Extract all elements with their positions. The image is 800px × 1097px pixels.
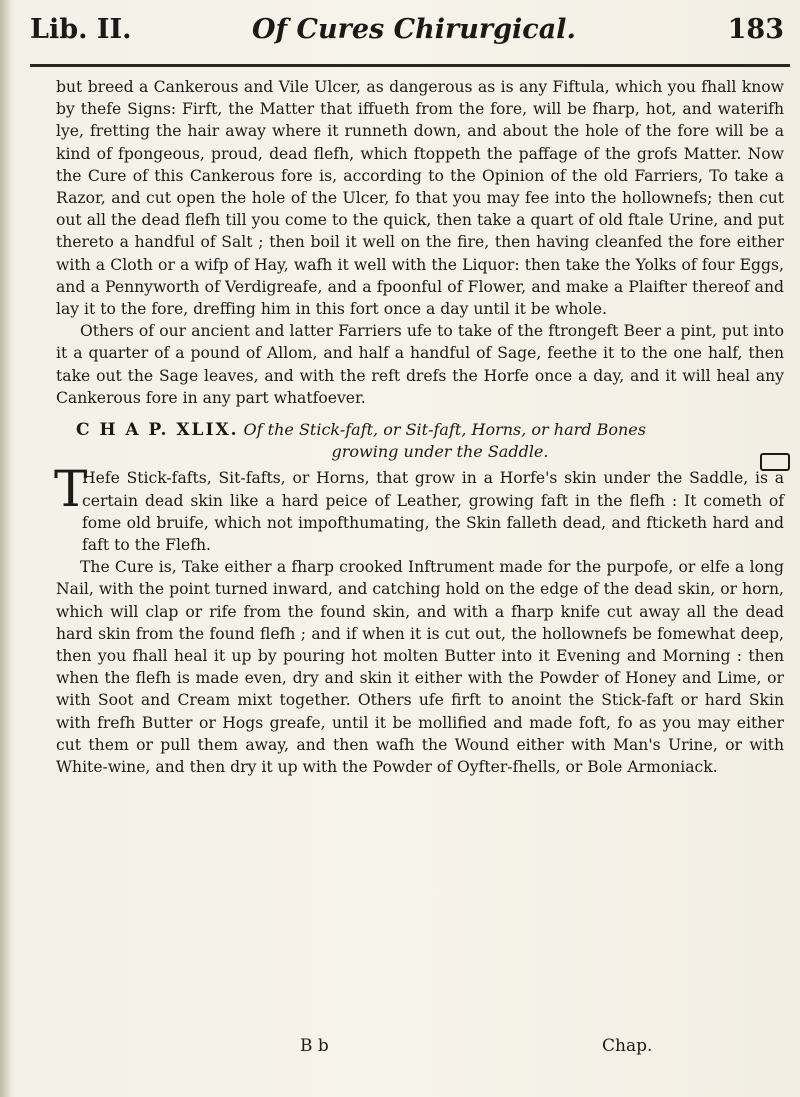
paragraph: Hefe Stick-fafts, Sit-fafts, or Horns, that grow in a Horfe's skin under the Saddle, is a certain dead skin like a hard peice of Leather, growing faft in the flefh : It cometh of fome old bruife, which not impofthumating, the Skin falleth dead, and fticketh hard and faft to the Flefh. [82, 469, 784, 555]
paragraph: but breed a Cankerous and Vile Ulcer, as dangerous as is any Fiftula, which you fhall know by thefe Signs: Firft, the Matter that iffueth from the fore, will be fharp, hot, and waterifh lye, fretting the hair away where it runneth down, and about the hole of the fore will be a kind of fpongeous, proud, dead flefh, which ftoppeth the paffage of the grofs Matter. Now the Cure of this Cankerous fore is, according to the Opinion of the old Farriers, To take a Razor, and cut open the hole of the Ulcer, fo that you may fee into the hollownefs; then cut out all the dead flefh till you come to the quick, then take a quart of old ftale Urine, and put thereto a handful of Salt ; then boil it well on the fire, then having cleanfed the fore either with a Cloth or a wifp of Hay, wafh it well with the Liquor: then take the Yolks of four Eggs, and a Pennyworth of Verdigreafe, and a fpoonful of Flower, and make a Plaifter thereof and lay it to the fore, dreffing him in this fort once a day until it be whole. [56, 78, 784, 319]
paragraph: The Cure is, Take either a fharp crooked Inftrument made for the purpofe, or elfe a long Nail, with the point turned inward, and catching hold on the edge of the dead skin, or horn, which will clap or rife from the found skin, and with a fharp knife cut away all the dead hard skin from the found flefh ; and if when it is cut out, the hollownefs be fomewhat deep, then you fhall heal it up by pouring hot molten Butter into it Evening and Morning : then when the flefh is made even, dry and skin it either with the Powder of Honey and Lime, or with Soot and Cream mixt together. Others ufe firft to anoint the Stick-faft or hard Skin with frefh Butter or Hogs greafe, until it be mollified and made foft, fo as you may either cut them or pull them away, and then wafh the Wound either with Man's Urine, or with White-wine, and then dry it up with the Powder of Oyfter-fhells, or Bole Armoniack. [56, 558, 784, 777]
chapter-title: Of the Stick-faft, or Sit-faft, Horns, or hard Bones [243, 420, 646, 440]
library-stamp-icon [760, 453, 790, 471]
chapter-number: C H A P. XLIX. [76, 420, 239, 441]
chapter-first-paragraph [54, 460, 784, 556]
main-text [56, 76, 784, 778]
paragraph: Others of our ancient and latter Farriers ufe to take of the ftrongeft Beer a pint, put into it a quarter of a pound of Allom, and half a handful of Sage, feethe it to the one half, then take out the Sage leaves, and with the reft drefs the Horfe once a day, and it will heal any Cankerous fore in any part whatfoever. [56, 322, 784, 407]
page-number: 183 [727, 14, 784, 45]
page-gutter [0, 0, 10, 1097]
header-rule [30, 64, 790, 67]
running-title: Of Cures Chirurgical. [252, 14, 576, 45]
chapter-title-continued: growing under the Saddle. [331, 442, 549, 462]
book-number: Lib. II. [30, 14, 132, 45]
chapter-heading [56, 419, 784, 463]
signature-mark: B b [300, 1036, 329, 1056]
page-header [30, 6, 790, 62]
catchword: Chap. [602, 1036, 653, 1056]
drop-cap: T [54, 460, 88, 519]
